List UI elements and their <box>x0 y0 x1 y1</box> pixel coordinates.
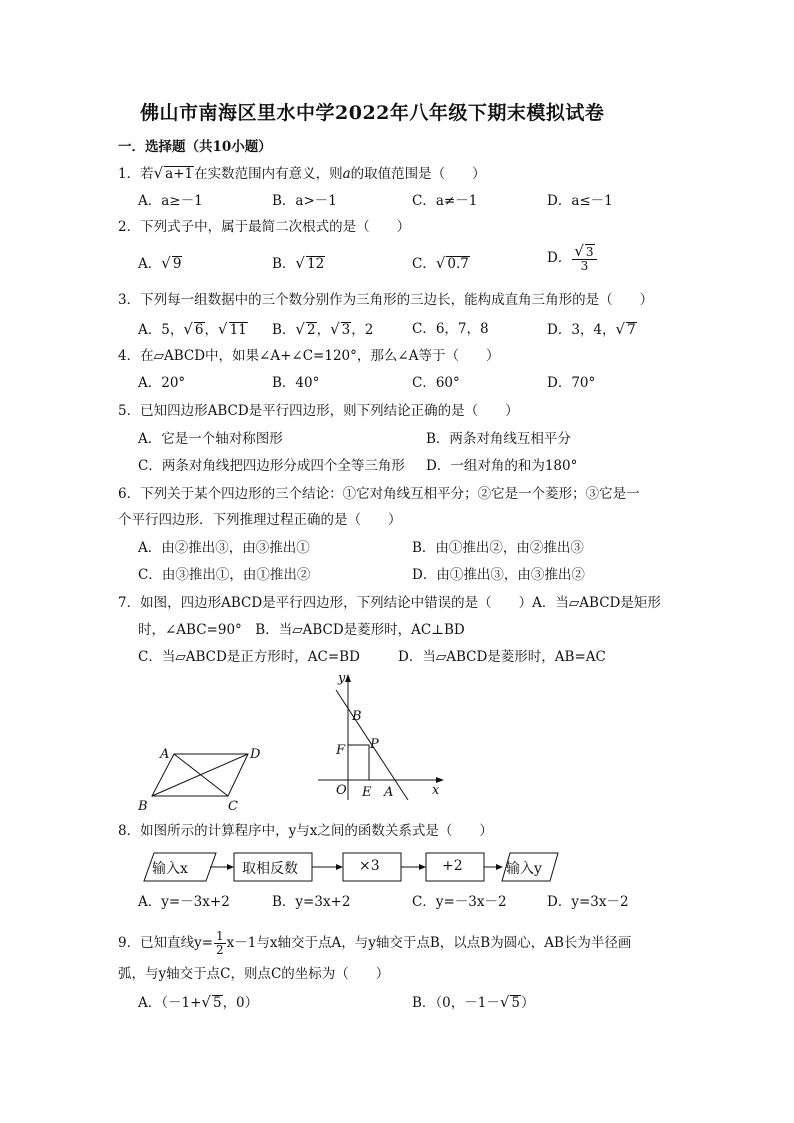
flow-arrowhead-1 <box>227 864 234 870</box>
coordinate-figure <box>318 670 448 805</box>
flow-output-label: 输入y <box>506 861 542 877</box>
q9-option-a: A．（－1+√ 5，0） <box>138 993 259 1011</box>
question-9-stem-line2: 弧，与y轴交于点C，则点C的坐标为（ ） <box>118 966 390 982</box>
flow-input-label: 输入x <box>152 861 188 877</box>
q2-option-c: C．√ 0.7 <box>412 254 469 272</box>
flow-arrowhead-4 <box>496 864 503 870</box>
q6-option-d: D．由①推出③，由③推出② <box>412 567 585 583</box>
point-e-label: E <box>362 785 372 800</box>
q1-option-c: C．a≠－1 <box>412 193 478 209</box>
question-7-stem-line2: 时，∠ABC=90° B．当▱ABCD是菱形时，AC⊥BD <box>138 622 465 638</box>
question-9-stem-line1: 9．已知直线y= $\frac{1}{2}$ x－1与x轴交于点A，与y轴交于点B，以点B为圆心，AB长为半径画 <box>118 929 632 957</box>
q7-option-c: C．当▱ABCD是正方形时，AC=BD <box>138 649 360 665</box>
y-axis-arrow <box>345 674 351 682</box>
q9-option-b: B．（0，－1－√ 5） <box>412 993 535 1011</box>
rectangle-pefo <box>348 745 369 780</box>
q2-option-b: B．√ 12 <box>272 254 325 272</box>
question-3-stem: 3．下列每一组数据中的三个数分别作为三角形的三边长，能构成直角三角形的是（ ） <box>118 292 654 308</box>
q5-option-a: A．它是一个轴对称图形 <box>138 431 283 447</box>
q3-option-d: D．3，4，√ 7 <box>547 320 636 338</box>
point-a-label: A <box>384 785 394 800</box>
y-axis-label: y <box>338 671 346 686</box>
q2-option-a: A．√ 9 <box>138 254 182 272</box>
question-6-stem-line2: 个平行四边形．下列推理过程正确的是（ ） <box>118 512 402 528</box>
vertex-b-label: B <box>138 799 148 814</box>
question-5-stem: 5．已知四边形ABCD是平行四边形，则下列结论正确的是（ ） <box>118 403 519 419</box>
q1-option-a: A．a≥－1 <box>138 193 203 209</box>
flow-arrowhead-3 <box>419 864 426 870</box>
point-f-label: F <box>336 743 346 758</box>
q2-option-d: D． $\frac{√ 3}{3}$ <box>547 244 598 273</box>
vertex-a-label: A <box>160 747 170 762</box>
q4-option-b: B．40° <box>272 375 320 391</box>
q8-option-a: A．y=－3x+2 <box>138 894 230 910</box>
q4-option-c: C．60° <box>412 375 460 391</box>
q1-option-b: B．a>－1 <box>272 193 337 209</box>
vertex-d-label: D <box>250 747 261 762</box>
origin-label: O <box>336 783 347 798</box>
x-axis-label: x <box>432 783 440 798</box>
q8-option-c: C．y=－3x－2 <box>412 894 507 910</box>
question-8-stem: 8．如图所示的计算程序中，y与x之间的函数关系式是（ ） <box>118 823 493 839</box>
q7-option-d: D．当▱ABCD是菱形时，AB=AC <box>398 649 606 665</box>
q5-option-b: B．两条对角线互相平分 <box>426 431 571 447</box>
flowchart-diagram <box>140 850 560 884</box>
vertex-c-label: C <box>228 799 238 814</box>
flow-times3-label: ×3 <box>359 858 380 874</box>
parallelogram-figure <box>130 740 270 815</box>
question-4-stem: 4．在▱ABCD中，如果∠A+∠C=120°，那么∠A等于（ ） <box>118 348 500 364</box>
q3-option-a: A．5，√ 6，√ 11 <box>138 320 247 338</box>
q8-option-d: D．y=3x－2 <box>547 894 629 910</box>
flow-negate-label: 取相反数 <box>242 861 298 877</box>
question-6-stem-line1: 6．下列关于某个四边形的三个结论：①它对角线互相平分；②它是一个菱形；③它是一 <box>118 486 640 502</box>
q6-option-a: A．由②推出③，由③推出① <box>138 540 310 556</box>
question-1-stem: 1．若√ a+1在实数范围内有意义，则a的取值范围是（ ） <box>118 164 486 182</box>
q6-option-b: B．由①推出②，由②推出③ <box>412 540 584 556</box>
question-7-stem-line1: 7．如图，四边形ABCD是平行四边形，下列结论中错误的是（ ）A．当▱ABCD是矩形 <box>118 595 661 611</box>
q4-option-d: D．70° <box>547 375 596 391</box>
q6-option-c: C．由③推出①，由①推出② <box>138 567 311 583</box>
q5-option-d: D．一组对角的和为180° <box>426 458 578 474</box>
point-p-label: P <box>370 737 379 752</box>
section-heading: 一．选择题（共10小题） <box>118 139 272 155</box>
page-title: 佛山市南海区里水中学2022年八年级下期末模拟试卷 <box>140 102 605 124</box>
q3-option-b: B．√ 2，√ 3，2 <box>272 320 374 338</box>
q3-option-c: C．6，7，8 <box>412 321 489 337</box>
q5-option-c: C．两条对角线把四边形分成四个全等三角形 <box>138 458 405 474</box>
q8-option-b: B．y=3x+2 <box>272 894 351 910</box>
flow-plus2-label: +2 <box>442 858 463 874</box>
q1-option-d: D．a≤－1 <box>547 193 613 209</box>
point-b-label: B <box>352 709 362 724</box>
flow-arrowhead-2 <box>336 864 343 870</box>
question-2-stem: 2．下列式子中，属于最简二次根式的是（ ） <box>118 219 411 235</box>
q4-option-a: A．20° <box>138 375 186 391</box>
